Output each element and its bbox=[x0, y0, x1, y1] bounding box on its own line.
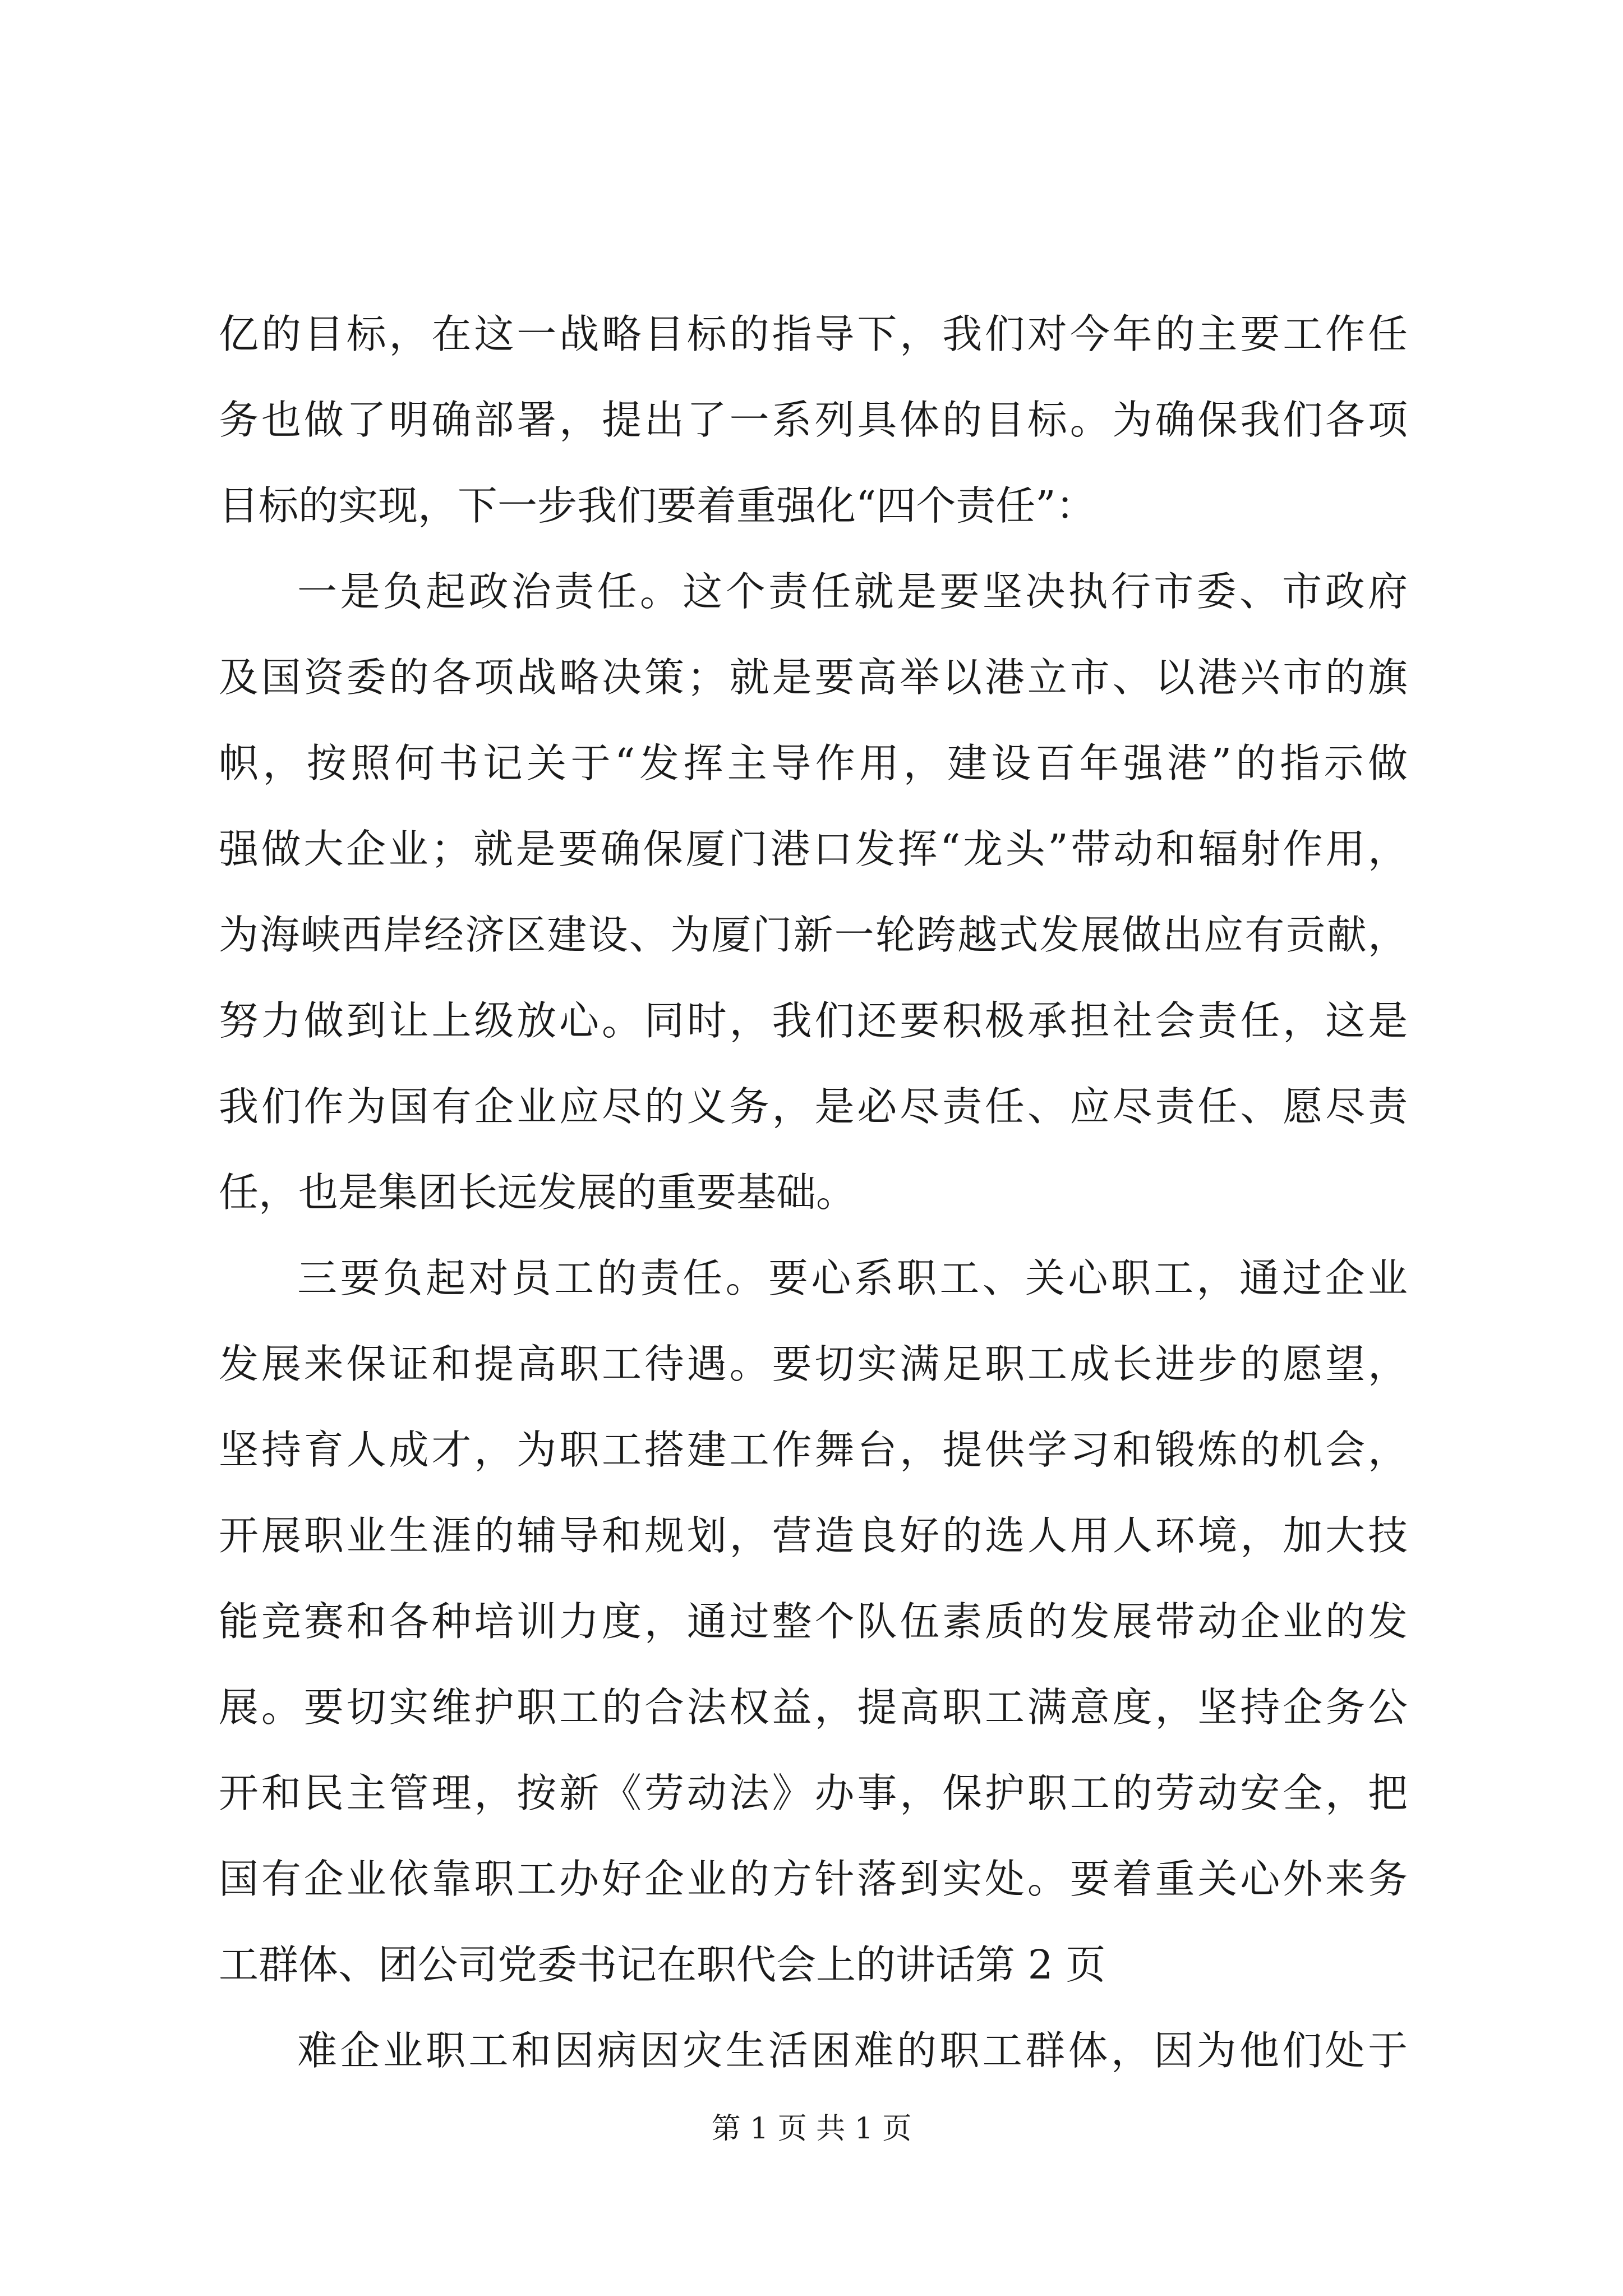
page-footer: 第 1 页 共 1 页 bbox=[711, 2112, 912, 2146]
body-line: 及国资委的各项战略决策；就是要高举以港立市、以港兴市的旗 bbox=[219, 654, 1408, 701]
paragraph-start-line: 一是负起政治责任。这个责任就是要坚决执行市委、市政府 bbox=[297, 568, 1408, 615]
body-line: 国有企业依靠职工办好企业的方针落到实处。要着重关心外来务 bbox=[219, 1856, 1408, 1902]
body-line: 强做大企业；就是要确保厦门港口发挥“龙头”带动和辐射作用， bbox=[219, 826, 1408, 872]
paragraph-start-line: 难企业职工和因病因灾生活困难的职工群体，因为他们处于 bbox=[297, 2027, 1408, 2074]
body-line: 能竞赛和各种培训力度，通过整个队伍素质的发展带动企业的发 bbox=[219, 1598, 1408, 1645]
body-line: 任，也是集团长远发展的重要基础。 bbox=[219, 1169, 856, 1216]
paragraph-start-line: 三要负起对员工的责任。要心系职工、关心职工，通过企业 bbox=[297, 1255, 1408, 1301]
body-line: 目标的实现，下一步我们要着重强化“四个责任”： bbox=[219, 482, 1096, 529]
body-line: 发展来保证和提高职工待遇。要切实满足职工成长进步的愿望， bbox=[219, 1341, 1408, 1387]
body-line: 坚持育人成才，为职工搭建工作舞台，提供学习和锻炼的机会， bbox=[219, 1427, 1408, 1473]
body-line: 务也做了明确部署，提出了一系列具体的目标。为确保我们各项 bbox=[219, 397, 1408, 443]
body-line: 努力做到让上级放心。同时，我们还要积极承担社会责任，这是 bbox=[219, 997, 1408, 1044]
body-line: 工群体、团公司党委书记在职代会上的讲话第 2 页 bbox=[219, 1941, 1106, 1988]
body-line: 我们作为国有企业应尽的义务，是必尽责任、应尽责任、愿尽责 bbox=[219, 1083, 1408, 1130]
body-line: 展。要切实维护职工的合法权益，提高职工满意度，坚持企务公 bbox=[219, 1684, 1408, 1731]
body-line: 为海峡西岸经济区建设、为厦门新一轮跨越式发展做出应有贡献， bbox=[219, 912, 1408, 958]
body-line: 帜，按照何书记关于“发挥主导作用，建设百年强港”的指示做 bbox=[219, 740, 1408, 786]
body-line: 开展职业生涯的辅导和规划，营造良好的选人用人环境，加大技 bbox=[219, 1512, 1408, 1559]
body-line: 亿的目标，在这一战略目标的指导下，我们对今年的主要工作任 bbox=[219, 311, 1408, 357]
body-line: 开和民主管理，按新《劳动法》办事，保护职工的劳动安全，把 bbox=[219, 1770, 1408, 1816]
